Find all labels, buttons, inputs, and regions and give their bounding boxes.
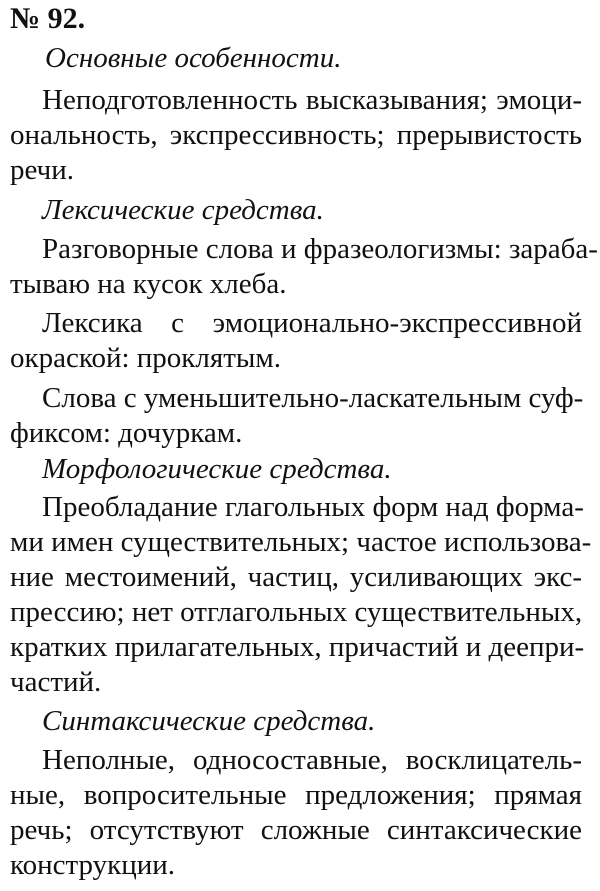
text-line: тываю на кусок хлеба. — [10, 268, 287, 300]
text-line: окраской: проклятым. — [10, 342, 281, 374]
text-line: ми имен существительных; частое использова- — [10, 526, 592, 558]
section-heading-morphological: Морфологические средства. — [42, 453, 392, 485]
text-line: Слова с уменьшительно-ласкательным суф- — [42, 382, 584, 414]
text-line: кратких прилагательных, причастий и деепри- — [10, 631, 585, 663]
text-line: конструкции. — [10, 849, 176, 881]
problem-number: № 92. — [10, 2, 86, 35]
text-line: ные, вопросительные предложения; прямая — [10, 779, 582, 811]
text-line: Неполные, односоставные, восклицатель- — [42, 744, 582, 776]
text-line: речь; отсутствуют сложные синтаксические — [10, 814, 582, 846]
section-heading-main-features: Основные особенности. — [45, 42, 342, 74]
text-line: ние местоимений, частиц, усиливающих экс- — [10, 561, 582, 593]
text-line: Разговорные слова и фразеологизмы: зараба- — [42, 233, 598, 265]
section-heading-lexical: Лексические средства. — [42, 194, 324, 226]
text-line: фиксом: дочуркам. — [10, 417, 243, 449]
text-line: речи. — [10, 154, 75, 186]
text-line: Неподготовленность высказывания; эмоци- — [42, 84, 582, 116]
text-line: Преобладание глагольных форм над форма- — [42, 491, 584, 523]
text-line: частий. — [10, 666, 102, 698]
section-heading-syntactic: Синтаксические средства. — [42, 705, 376, 737]
text-line: Лексика с эмоционально-экспрессивной — [42, 307, 582, 339]
text-line: ональность, экспрессивность; прерывистость — [10, 119, 582, 151]
text-line: прессию; нет отглагольных существительных, — [10, 596, 583, 628]
